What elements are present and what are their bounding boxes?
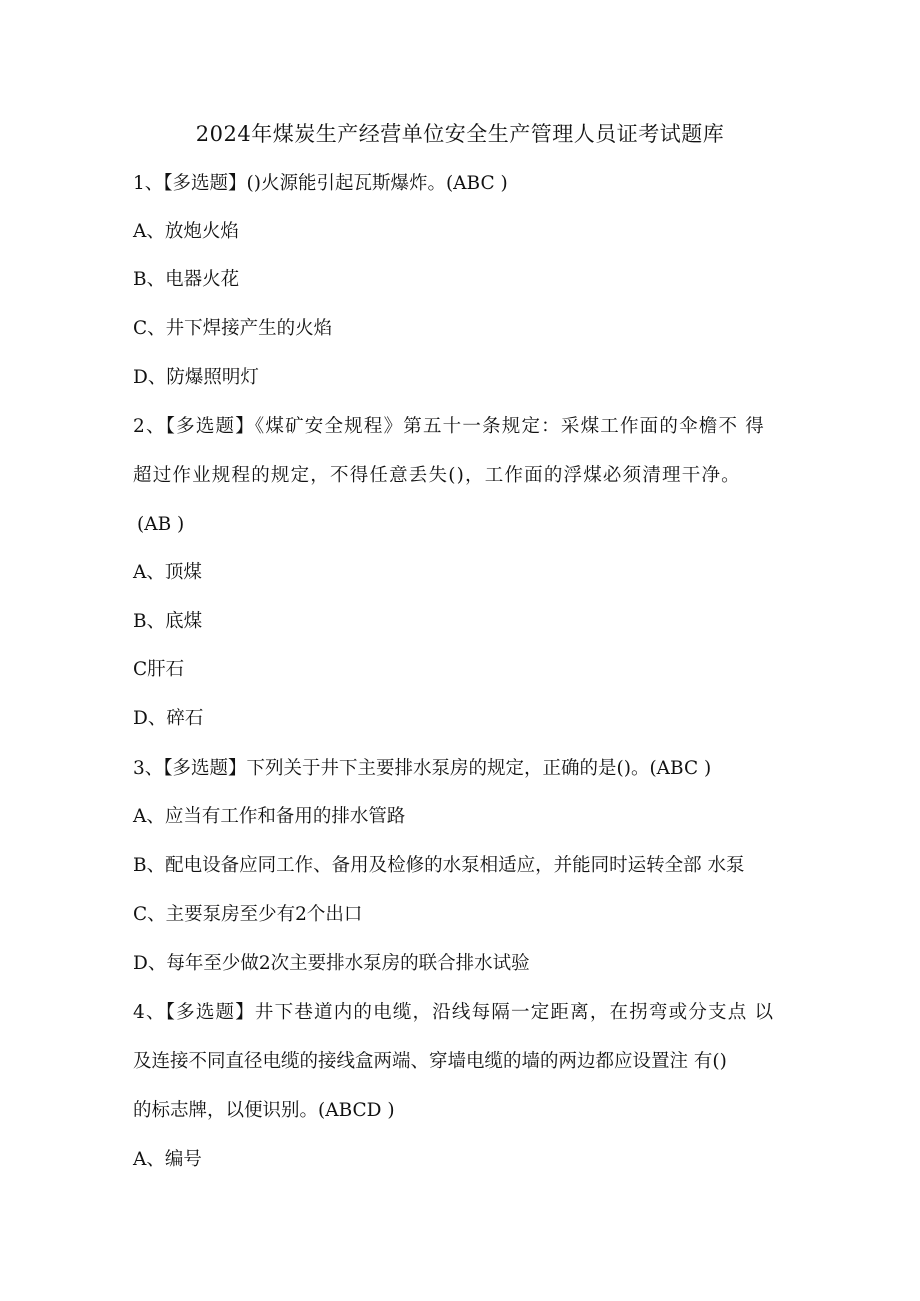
question-3-option-c: C、主要泵房至少有2个出口 (133, 904, 363, 925)
page-title: 2024年煤炭生产经营单位安全生产管理人员证考试题库 (195, 122, 725, 146)
question-1-option-d: D、防爆照明灯 (133, 367, 259, 388)
question-4-stem-line-3: 的标志牌，以便识别。(ABCD ) (133, 1100, 395, 1121)
question-2-stem-line-2: 超过作业规程的规定，不得任意丢失()，工作面的浮煤必须清理干净。 (133, 465, 741, 486)
question-1-stem: 1、【多选题】()火源能引起瓦斯爆炸。(ABC ) (133, 173, 508, 194)
question-1-option-a: A、放炮火焰 (133, 221, 239, 242)
question-4-stem-line-1: 4、【多选题】井下巷道内的电缆，沿线每隔一定距离，在拐弯或分支点 以 (133, 1002, 775, 1023)
question-2-option-a: A、顶煤 (133, 562, 202, 583)
question-2-answer: (AB ) (137, 514, 185, 535)
question-1-option-b: B、电器火花 (133, 269, 240, 290)
question-4-stem-line-2: 及连接不同直径电缆的接线盒两端、穿墙电缆的墙的两边都应设置注 有() (133, 1051, 727, 1072)
question-3-option-b: B、配电设备应同工作、备用及检修的水泵相适应，并能同时运转全部 水泵 (133, 855, 745, 876)
question-2-option-c: C肝石 (133, 659, 185, 680)
question-2-option-b: B、底煤 (133, 611, 203, 632)
question-2-stem-line-1: 2、【多选题】《煤矿安全规程》第五十一条规定：采煤工作面的伞檐不 得 (133, 416, 765, 437)
question-3-option-d: D、每年至少做2次主要排水泵房的联合排水试验 (133, 953, 530, 974)
question-3-option-a: A、应当有工作和备用的排水管路 (133, 806, 406, 827)
question-4-option-a: A、编号 (133, 1149, 202, 1170)
question-3-stem: 3、【多选题】下列关于井下主要排水泵房的规定，正确的是()。(ABC ) (133, 758, 712, 779)
question-1-option-c: C、井下焊接产生的火焰 (133, 318, 333, 339)
question-2-option-d: D、碎石 (133, 708, 204, 729)
